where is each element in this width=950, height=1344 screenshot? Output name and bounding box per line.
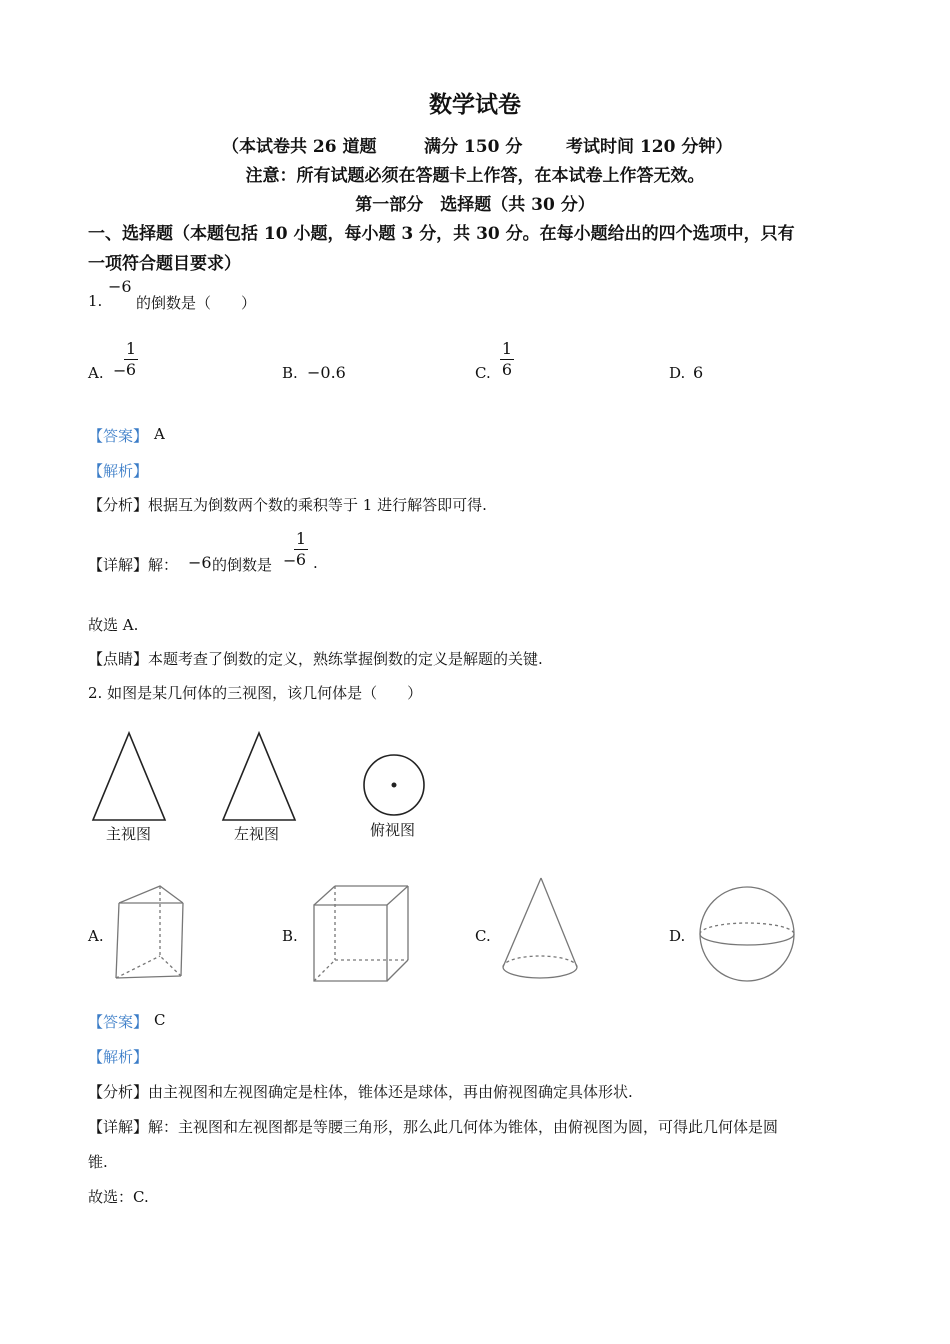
q1-option-d-label: D. bbox=[669, 364, 686, 382]
cone-figure bbox=[503, 878, 577, 978]
fraction-numerator: 1 bbox=[501, 339, 513, 358]
part-heading: 第一部分 选择题（共 30 分） bbox=[355, 195, 595, 215]
section-heading-line2: 一项符合题目要求） bbox=[88, 254, 241, 274]
q1-analysis: 【分析】根据互为倒数两个数的乘积等于 1 进行解答即可得. bbox=[88, 496, 487, 514]
q1-answer: A bbox=[154, 425, 165, 443]
q2-option-a-label: A. bbox=[88, 927, 104, 945]
fraction-denominator: 6 bbox=[125, 360, 137, 379]
q1-option-d-value: 6 bbox=[693, 363, 704, 382]
exam-question-count: （本试卷共 26 道题 bbox=[222, 137, 377, 157]
q2-analysis-tag: 【解析】 bbox=[88, 1048, 149, 1066]
q1-option-a-sign: − bbox=[113, 361, 127, 380]
q2-answer-tag: 【答案】 bbox=[88, 1013, 149, 1031]
sphere-figure bbox=[700, 887, 794, 981]
left-view-label: 左视图 bbox=[234, 825, 280, 843]
q2-detail-line1: 【详解】解：主视图和左视图都是等腰三角形，那么此几何体为锥体，由俯视图为圆，可得此几何体是圆 bbox=[88, 1118, 779, 1136]
exam-notice: 注意：所有试题必须在答题卡上作答，在本试卷上作答无效。 bbox=[245, 166, 705, 186]
fraction-numerator: 1 bbox=[295, 529, 307, 548]
q1-expression: −6 bbox=[108, 277, 132, 296]
q1-comment: 【点睛】本题考查了倒数的定义，熟练掌握倒数的定义是解题的关键. bbox=[88, 650, 543, 668]
fraction-numerator: 1 bbox=[125, 339, 137, 358]
q1-answer-tag: 【答案】 bbox=[88, 427, 149, 445]
q1-option-b-label: B. bbox=[282, 364, 298, 382]
fraction-denominator: 6 bbox=[295, 550, 307, 569]
q2-choose: 故选：C. bbox=[88, 1188, 149, 1206]
q1-option-a-label: A. bbox=[88, 364, 104, 382]
q1-detail-prefix: 【详解】解： bbox=[88, 556, 179, 574]
q1-number: 1. bbox=[88, 292, 103, 310]
page-title: 数学试卷 bbox=[429, 91, 521, 118]
q2-stem: 2. 如图是某几何体的三视图，该几何体是（ ） bbox=[88, 684, 423, 702]
q1-option-b-value: −0.6 bbox=[307, 363, 346, 382]
q1-detail-period: . bbox=[313, 554, 318, 572]
q2-option-c-label: C. bbox=[475, 927, 491, 945]
top-view-label: 俯视图 bbox=[370, 821, 416, 839]
section-heading-line1: 一、选择题（本题包括 10 小题，每小题 3 分，共 30 分。在每小题给出的四个选项中，只有 bbox=[88, 224, 795, 244]
q1-option-c-label: C. bbox=[475, 364, 491, 382]
q1-detail-text: 的倒数是 bbox=[212, 556, 273, 574]
q2-detail-line2: 锥. bbox=[88, 1153, 108, 1171]
q2-option-d-label: D. bbox=[669, 927, 686, 945]
q1-analysis-tag: 【解析】 bbox=[88, 462, 149, 480]
q2-analysis: 【分析】由主视图和左视图确定是柱体，锥体还是球体，再由俯视图确定具体形状. bbox=[88, 1083, 633, 1101]
q2-answer: C bbox=[154, 1011, 166, 1029]
exam-total-score: 满分 150 分 bbox=[424, 137, 523, 157]
front-view-label: 主视图 bbox=[106, 825, 152, 843]
q1-detail-expression: −6 bbox=[188, 553, 212, 572]
exam-time-limit: 考试时间 120 分钟） bbox=[566, 137, 733, 157]
cube-figure bbox=[314, 886, 408, 981]
q1-detail-sign: − bbox=[283, 551, 297, 570]
q1-choose: 故选 A. bbox=[88, 616, 139, 634]
q2-option-b-label: B. bbox=[282, 927, 298, 945]
fraction-denominator: 6 bbox=[501, 360, 513, 379]
triangular-prism-figure bbox=[116, 886, 183, 978]
q1-stem: 的倒数是（ ） bbox=[136, 294, 257, 312]
